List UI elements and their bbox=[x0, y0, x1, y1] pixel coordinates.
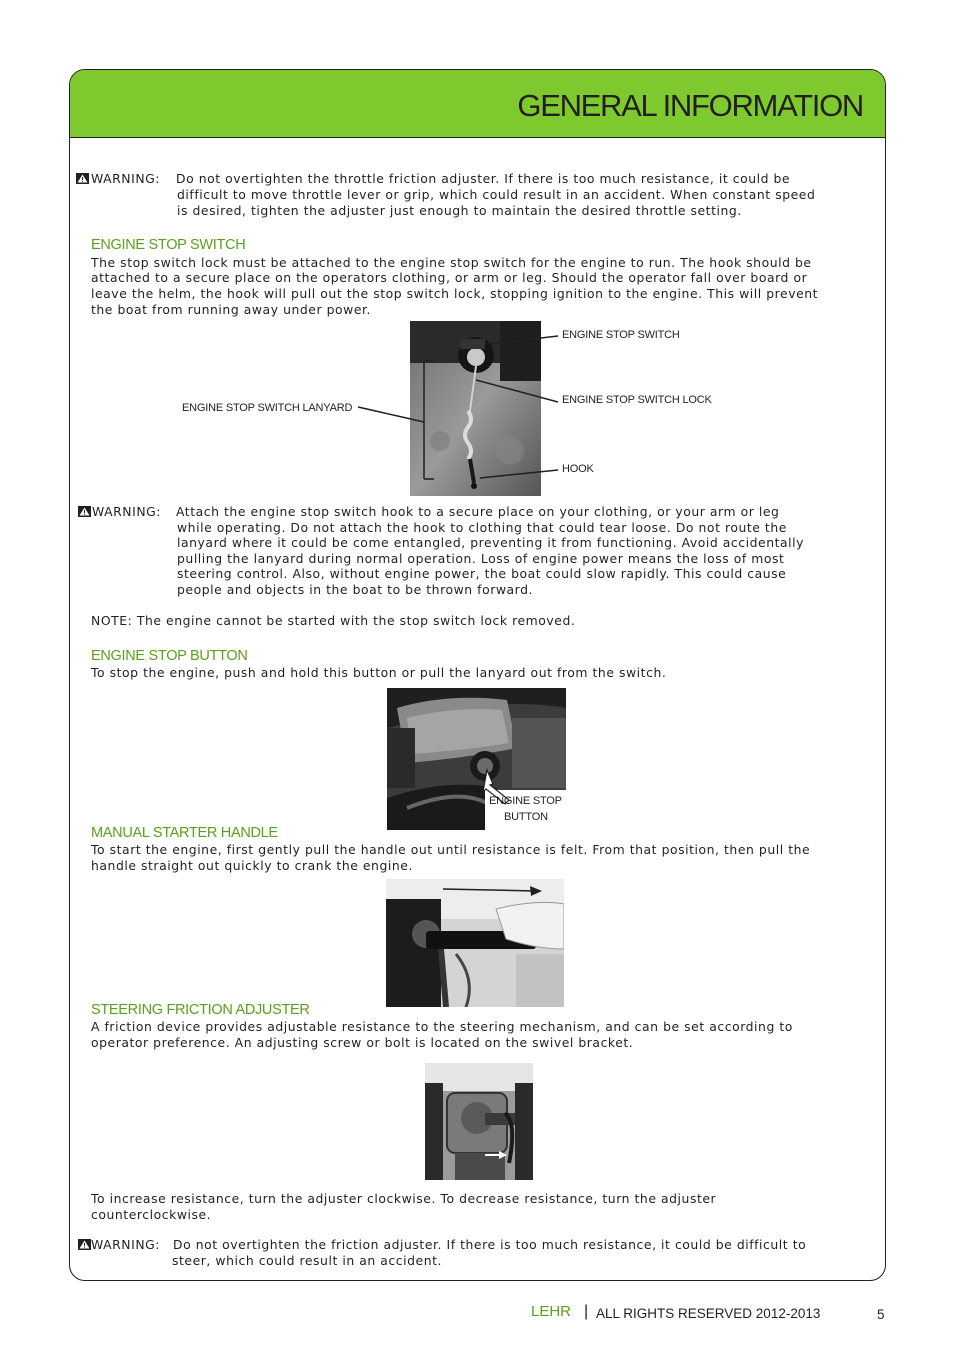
warning-text: Attach the engine stop switch hook to a secure place on your clothing, or your arm or leg bbox=[176, 504, 780, 519]
warning-label: WARNING: bbox=[91, 171, 161, 186]
paragraph-line: leave the helm, the hook will pull out the stop switch lock, stopping ignition to the engine. This will prevent bbox=[91, 286, 819, 301]
warning-label: WARNING: bbox=[91, 1237, 161, 1252]
callout-lines bbox=[470, 330, 560, 480]
lanyard-callout-bracket bbox=[356, 355, 436, 485]
section-heading: STEERING FRICTION ADJUSTER bbox=[91, 1002, 310, 1018]
page-title: GENERAL INFORMATION bbox=[517, 88, 863, 123]
warning-text: lanyard where it could be come entangled, preventing it from functioning. Avoid accidentally bbox=[177, 535, 805, 550]
warning-icon bbox=[78, 1239, 91, 1250]
warning-text: steering control. Also, without engine power, the boat could slow rapidly. This could cause bbox=[177, 566, 787, 581]
warning-text: Do not overtighten the friction adjuster. If there is too much resistance, it could be difficult to bbox=[173, 1237, 807, 1252]
section-heading: MANUAL STARTER HANDLE bbox=[91, 825, 278, 841]
warning-text: difficult to move throttle lever or grip, which could result in an accident. When constant speed bbox=[177, 187, 816, 202]
paragraph-line: The stop switch lock must be attached to the engine stop switch for the engine to run. The hook should be bbox=[91, 255, 812, 270]
paragraph-line: To start the engine, first gently pull the handle out until resistance is felt. From that position, then pull the bbox=[91, 842, 811, 857]
footer-rights: ALL RIGHTS RESERVED 2012-2013 bbox=[596, 1306, 821, 1321]
warning-text: pulling the lanyard during normal operation. Loss of engine power means the loss of most bbox=[177, 551, 785, 566]
warning-icon bbox=[76, 173, 89, 184]
paragraph-line: A friction device provides adjustable resistance to the steering mechanism, and can be set according to bbox=[91, 1019, 793, 1034]
warning-text: people and objects in the boat to be thrown forward. bbox=[177, 582, 533, 597]
callout-label: ENGINE STOP SWITCH bbox=[562, 329, 680, 341]
warning-text: Do not overtighten the throttle friction adjuster. If there is too much resistance, it could be bbox=[176, 171, 791, 186]
paragraph-line: To stop the engine, push and hold this button or pull the lanyard out from the switch. bbox=[91, 665, 667, 680]
warning-text: while operating. Do not attach the hook to clothing that could tear loose. Do not route the bbox=[177, 520, 787, 535]
photo-label: ENGINE STOP bbox=[489, 795, 562, 807]
paragraph-line: the boat from running away under power. bbox=[91, 302, 372, 317]
callout-label: HOOK bbox=[562, 463, 594, 475]
callout-label: ENGINE STOP SWITCH LOCK bbox=[562, 394, 712, 406]
stop-button-photo bbox=[387, 688, 566, 830]
paragraph-line: operator preference. An adjusting screw or bolt is located on the swivel bracket. bbox=[91, 1035, 634, 1050]
section-heading: ENGINE STOP BUTTON bbox=[91, 648, 248, 664]
note-text: NOTE: The engine cannot be started with the stop switch lock removed. bbox=[91, 613, 576, 628]
paragraph-line: counterclockwise. bbox=[91, 1207, 212, 1222]
footer-separator: | bbox=[584, 1303, 589, 1320]
photo-label: BUTTON bbox=[504, 811, 548, 823]
starter-handle-photo bbox=[386, 879, 564, 1007]
callout-label: ENGINE STOP SWITCH LANYARD bbox=[182, 402, 353, 414]
paragraph-line: handle straight out quickly to crank the engine. bbox=[91, 858, 413, 873]
warning-label: WARNING: bbox=[92, 504, 162, 519]
paragraph-line: To increase resistance, turn the adjuster clockwise. To decrease resistance, turn the adjuster bbox=[91, 1191, 717, 1206]
friction-adjuster-photo bbox=[425, 1063, 533, 1180]
paragraph-line: attached to a secure place on the operators clothing, or arm or leg. Should the operator fall over board or bbox=[91, 270, 808, 285]
footer-brand: LEHR bbox=[531, 1303, 572, 1320]
warning-icon bbox=[78, 506, 91, 517]
warning-text: steer, which could result in an accident. bbox=[172, 1253, 443, 1268]
header-banner bbox=[70, 70, 885, 138]
warning-text: is desired, tighten the adjuster just enough to maintain the desired throttle setting. bbox=[177, 203, 742, 218]
section-heading: ENGINE STOP SWITCH bbox=[91, 237, 246, 253]
page-number: 5 bbox=[877, 1307, 885, 1322]
